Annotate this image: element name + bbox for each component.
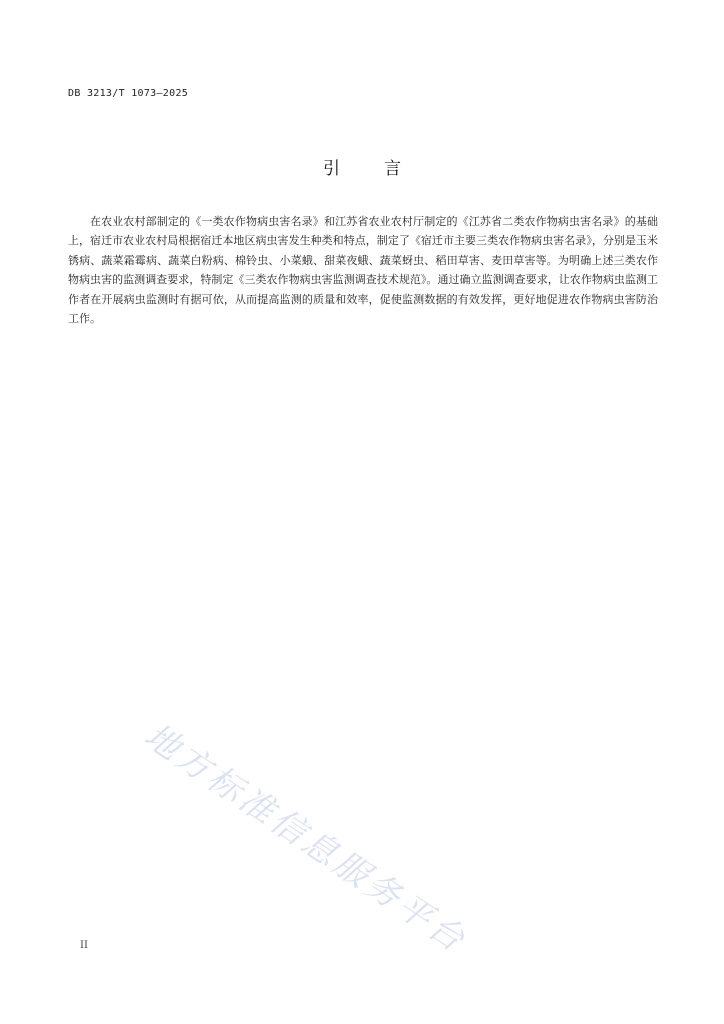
document-code: DB 3213/T 1073—2025: [68, 88, 189, 99]
watermark: 地方标准信息服务平台: [136, 715, 475, 962]
section-title-char-1: 引: [323, 159, 340, 179]
page-number: II: [80, 940, 88, 951]
intro-paragraph: 在农业农村部制定的《一类农作物病虫害名录》和江苏省农业农村厅制定的《江苏省二类农作物病虫害名录》的基础上，宿迁市农业农村局根据宿迁本地区病虫害发生种类和特点，制定了《宿迁市主要三类农作物病虫害名录》，分别是玉米锈病、蔬菜霜霉病、蔬菜白粉病、棉铃虫、小菜蛾、甜菜夜蛾、蔬菜蚜虫、稻田草害、麦田草害等。为明确上述三类农作物病虫害的监测调查要求，特制定《三类农作物病虫害监测调查技术规范》。通过确立监测调查要求，让农作物病虫监测工作者在开展病虫监测时有据可依，从而提高监测的质量和效率，促使监测数据的有效发挥，更好地促进农作物病虫害防治工作。: [68, 215, 658, 326]
section-title: [0, 154, 724, 179]
section-title-char-2: 言: [384, 159, 401, 179]
